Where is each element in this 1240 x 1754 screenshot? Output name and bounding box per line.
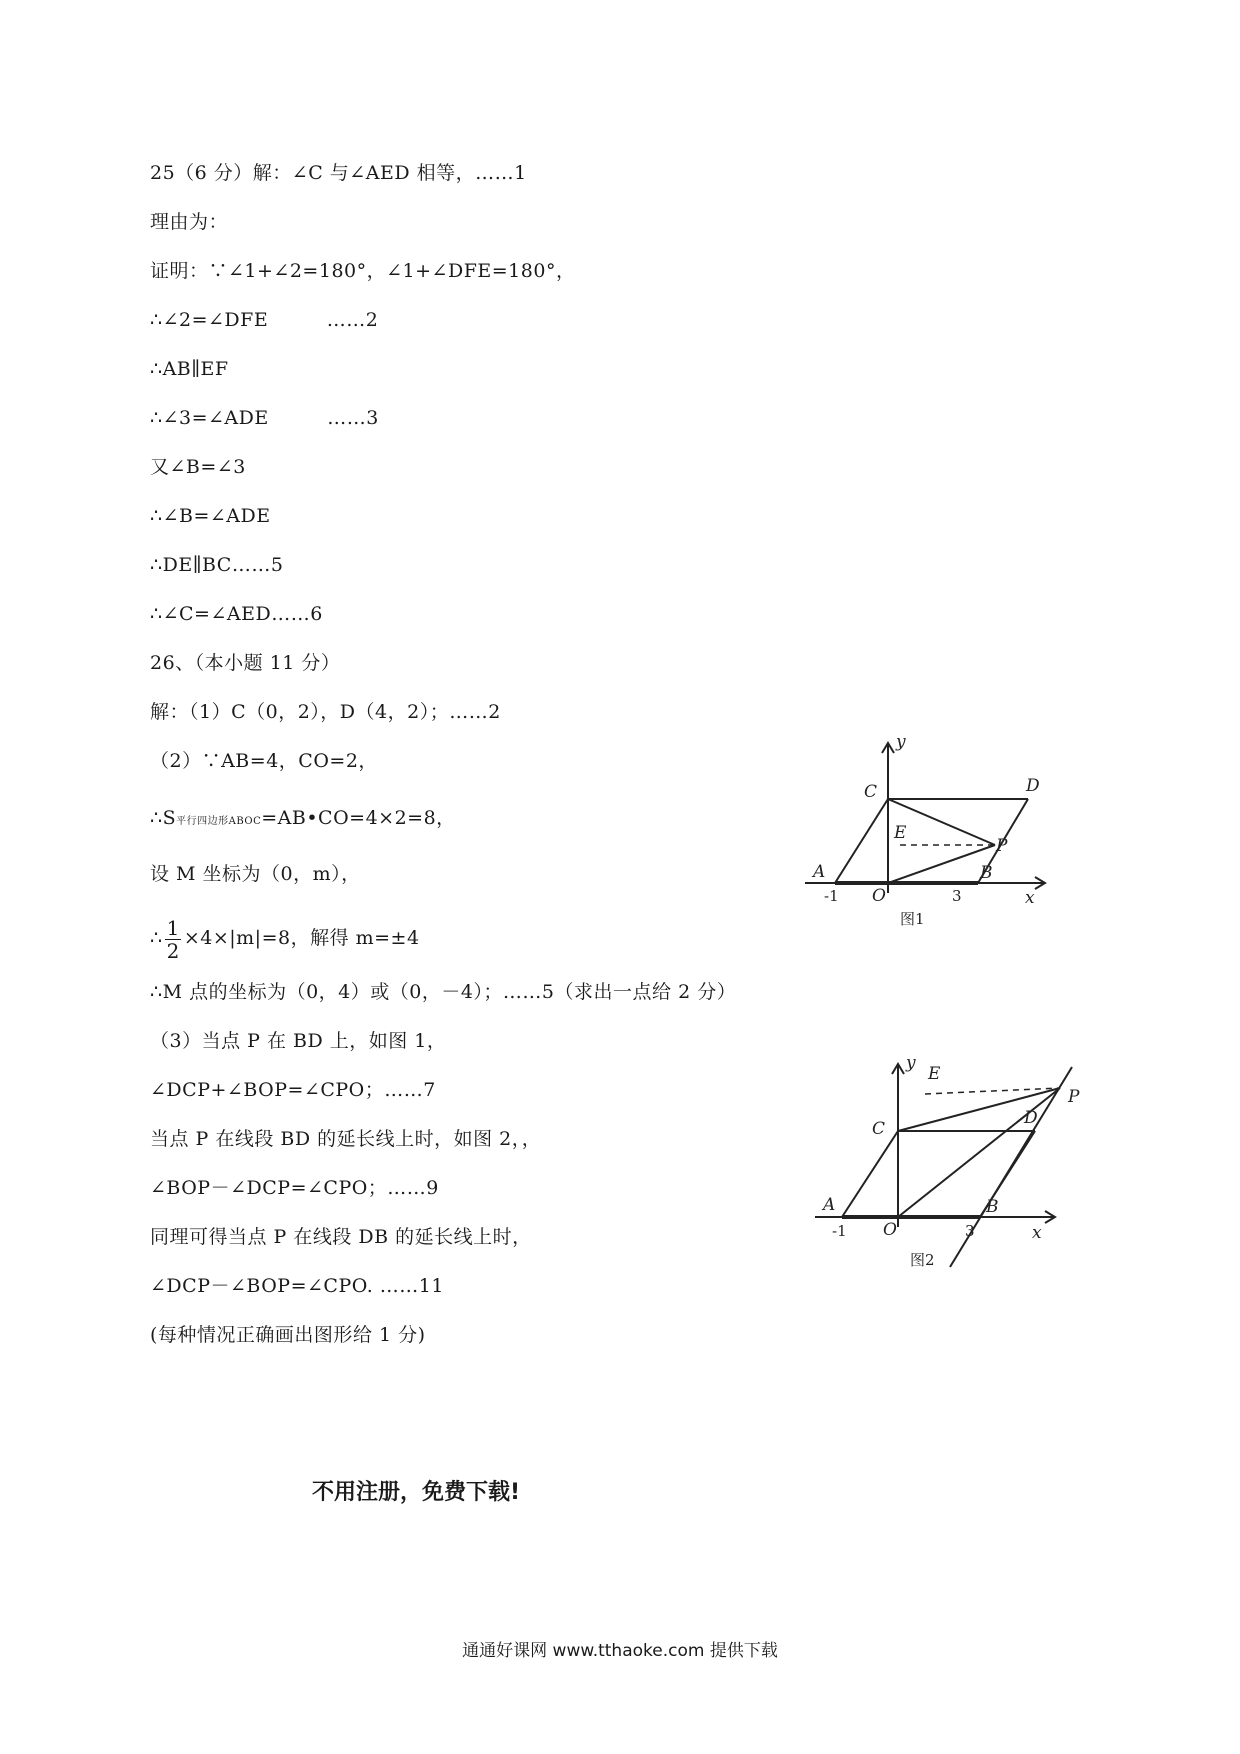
download-note: 不用注册，免费下载! <box>312 1480 521 1505</box>
solution-line: ∴∠C=∠AED……6 <box>150 603 323 625</box>
solution-line: ∴M 点的坐标为（0，4）或（0，－4）；……5（求出一点给 2 分） <box>150 981 737 1003</box>
figure-2 <box>810 1052 1090 1277</box>
solution-line: ∴DE∥BC……5 <box>150 554 284 576</box>
segment-ac <box>842 1131 898 1217</box>
solution-line: 设 M 坐标为（0，m）， <box>150 863 361 885</box>
label-neg1: -1 <box>824 887 839 905</box>
figure-1-drawing <box>800 733 1060 933</box>
solution-line: ∠DCP－∠BOP=∠CPO. ……11 <box>150 1275 444 1297</box>
label-y: y <box>906 1053 916 1073</box>
label-3: 3 <box>965 1222 975 1240</box>
fraction-denominator: 2 <box>166 938 180 963</box>
solution-line: （2）∵AB=4，CO=2， <box>150 750 378 772</box>
solution-line: 证明：∵∠1+∠2=180°，∠1+∠DFE=180°， <box>150 260 576 282</box>
label-b: B <box>986 1197 999 1217</box>
label-neg1: -1 <box>832 1222 847 1240</box>
fraction <box>165 917 182 962</box>
frac-prefix: ∴ <box>150 927 163 949</box>
fraction-numerator: 1 <box>166 915 180 940</box>
solution-line: 解：（1）C（0，2），D（4，2）；……2 <box>150 701 501 723</box>
area-prefix: ∴S <box>150 807 177 829</box>
label-d: D <box>1026 776 1040 796</box>
label-p: P <box>996 836 1008 856</box>
label-o: O <box>883 1220 897 1240</box>
label-x: x <box>1025 888 1035 908</box>
solution-line: ∠DCP+∠BOP=∠CPO；……7 <box>150 1079 436 1101</box>
segment-op <box>888 845 995 883</box>
figure-1-caption: 图1 <box>900 910 925 928</box>
figure-2-drawing <box>810 1052 1090 1277</box>
label-e: E <box>894 823 907 843</box>
area-subscript: 平行四边形ABOC <box>176 816 262 827</box>
solution-line: 同理可得当点 P 在线段 DB 的延长线上时， <box>150 1226 532 1248</box>
label-y: y <box>896 733 906 752</box>
label-p: P <box>1068 1087 1080 1107</box>
label-e: E <box>928 1064 941 1084</box>
solution-line: ∴AB∥EF <box>150 358 229 380</box>
solution-line: （3）当点 P 在 BD 上，如图 1， <box>150 1030 447 1052</box>
figure-2-caption: 图2 <box>910 1251 935 1269</box>
solution-25-heading: 25（6 分）解：∠C 与∠AED 相等，……1 <box>150 162 527 184</box>
solution-line: (每种情况正确画出图形给 1 分) <box>150 1324 426 1346</box>
area-rest: =AB•CO=4×2=8， <box>261 807 456 829</box>
label-b: B <box>980 863 993 883</box>
label-c: C <box>864 782 878 802</box>
solution-26-heading: 26、（本小题 11 分） <box>150 652 341 674</box>
solution-line: ∴∠2=∠DFE ……2 <box>150 309 379 331</box>
solution-line: ∠BOP－∠DCP=∠CPO；……9 <box>150 1177 439 1199</box>
label-a: A <box>823 1195 836 1215</box>
label-c: C <box>872 1119 886 1139</box>
figure-1 <box>800 733 1060 933</box>
solution-line: 又∠B=∠3 <box>150 456 246 478</box>
solution-line: ∴∠B=∠ADE <box>150 505 271 527</box>
label-x: x <box>1032 1223 1042 1243</box>
solution-line: 当点 P 在线段 BD 的延长线上时，如图 2，， <box>150 1128 542 1150</box>
label-3: 3 <box>952 887 962 905</box>
label-d: D <box>1024 1108 1038 1128</box>
solution-line: ∴∠3=∠ADE ……3 <box>150 407 379 429</box>
fraction-line <box>150 913 420 963</box>
footer-site-link[interactable]: 通通好课网 www.tthaoke.com 提供下载 <box>462 1641 778 1661</box>
frac-rest: ×4×|m|=8，解得 m=±4 <box>183 927 420 949</box>
area-formula-line <box>150 806 456 834</box>
label-a: A <box>813 862 826 882</box>
segment-ac <box>835 799 888 883</box>
label-o: O <box>872 886 886 906</box>
solution-line: 理由为： <box>150 211 229 233</box>
